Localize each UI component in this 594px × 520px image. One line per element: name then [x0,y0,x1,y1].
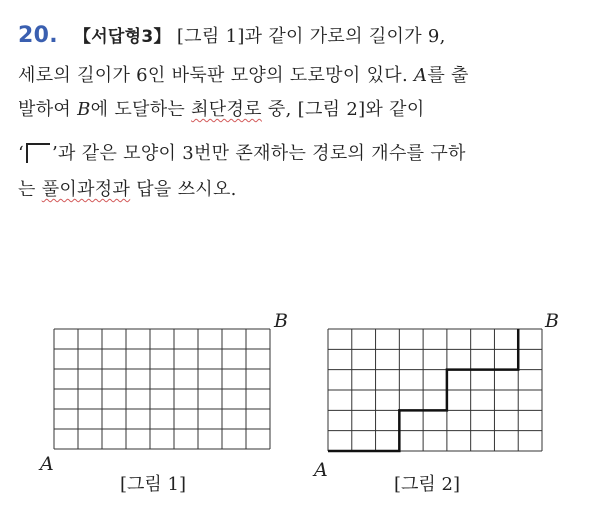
question-text: 에 도달하는 [90,99,192,120]
question-line-1 [18,24,446,49]
question-text: 중, [그림 2]와 같이 [261,99,425,120]
figure-1-point-b: B [274,310,288,332]
question-line-5 [18,178,237,202]
question-line-4 [18,142,466,166]
figure-1-point-a: A [40,453,54,475]
figure-2-grid [326,327,544,455]
question-text: 발하여 [18,99,78,120]
quote-open: ‘ [18,143,25,164]
figure-2-point-a: A [314,459,328,481]
question-type-label: 【서답형3】 [73,27,171,47]
corner-shape-icon [26,143,50,163]
point-b-ref: B [77,99,91,120]
figure-2-point-b: B [545,310,559,332]
question-text: ’과 같은 모양이 3번만 존재하는 경로의 개수를 구하 [52,143,466,164]
question-text: 세로의 길이가 6인 바둑판 모양의 도로망이 있다. [18,65,414,86]
question-text: 답을 쓰시오. [130,179,237,200]
figure-1-grid [52,327,272,453]
figure-2-caption: [그림 2] [394,474,460,495]
question-line-3 [18,98,425,122]
solution-process-term: 풀이과정과 [41,179,131,200]
shortest-path-term: 최단경로 [191,99,262,120]
question-text: 를 출 [427,65,469,86]
question-text: 는 [18,179,42,200]
point-a-ref: A [414,65,428,86]
question-text: [그림 1]과 같이 가로의 길이가 9, [176,26,446,47]
question-line-2 [18,64,469,88]
question-number: 20. [18,23,58,48]
figure-1-caption: [그림 1] [120,474,186,495]
